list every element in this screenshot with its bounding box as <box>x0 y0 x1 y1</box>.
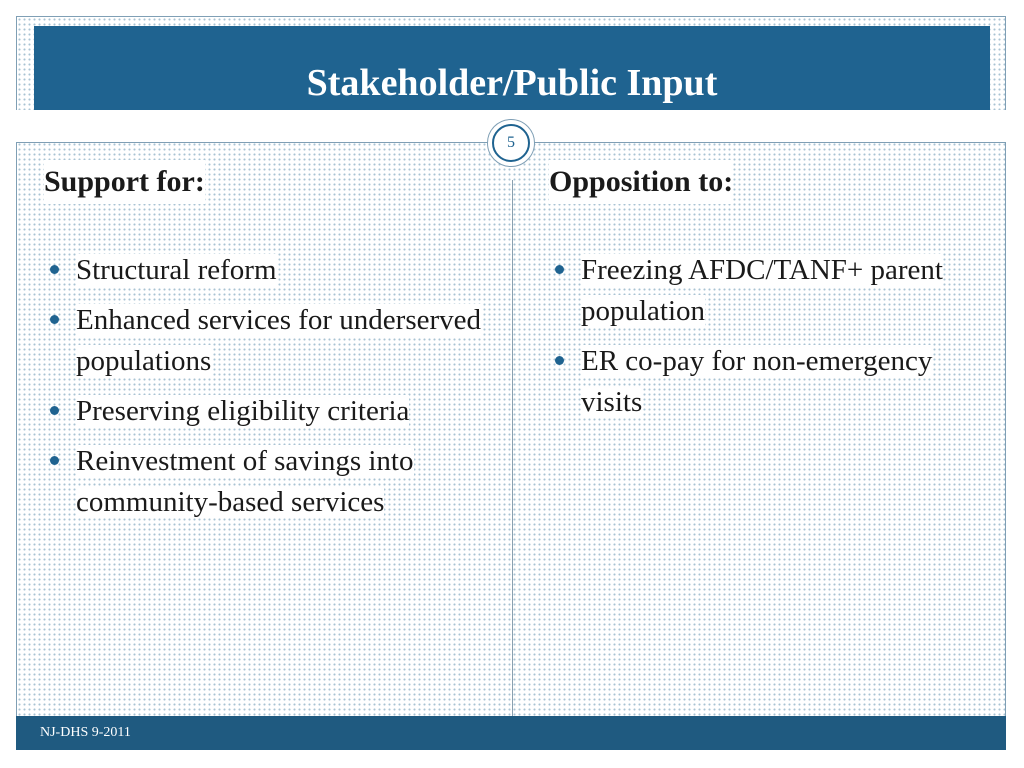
bullet-icon <box>555 356 564 365</box>
opposition-column <box>549 160 969 432</box>
page-number-badge <box>487 119 535 167</box>
footer-bar <box>16 716 1006 750</box>
opposition-list <box>549 250 969 423</box>
slide-title: Stakeholder/Public Input <box>306 62 718 104</box>
opposition-heading: Opposition to: <box>549 160 733 204</box>
list-item-text: Enhanced services for underserved populations <box>76 304 482 377</box>
list-item <box>44 441 494 523</box>
list-item-text: Preserving eligibility criteria <box>76 395 410 427</box>
list-item <box>44 250 494 291</box>
bullet-icon <box>50 456 59 465</box>
list-item-text: Reinvestment of savings into community-based services <box>76 445 414 518</box>
support-column <box>44 160 494 532</box>
list-item <box>549 250 969 332</box>
list-item-text: Structural reform <box>76 254 277 286</box>
support-heading: Support for: <box>44 160 205 204</box>
list-item <box>44 391 494 432</box>
bullet-icon <box>50 406 59 415</box>
list-item-text: ER co-pay for non-emergency visits <box>581 345 933 418</box>
list-item <box>549 341 969 423</box>
title-bar <box>34 26 990 110</box>
page-number: 5 <box>492 124 530 162</box>
bullet-icon <box>50 315 59 324</box>
list-item <box>44 300 494 382</box>
bullet-icon <box>555 265 564 274</box>
column-divider <box>512 180 513 716</box>
support-list <box>44 250 494 523</box>
bullet-icon <box>50 265 59 274</box>
list-item-text: Freezing AFDC/TANF+ parent population <box>581 254 943 327</box>
footer-text: NJ-DHS 9-2011 <box>40 725 131 740</box>
